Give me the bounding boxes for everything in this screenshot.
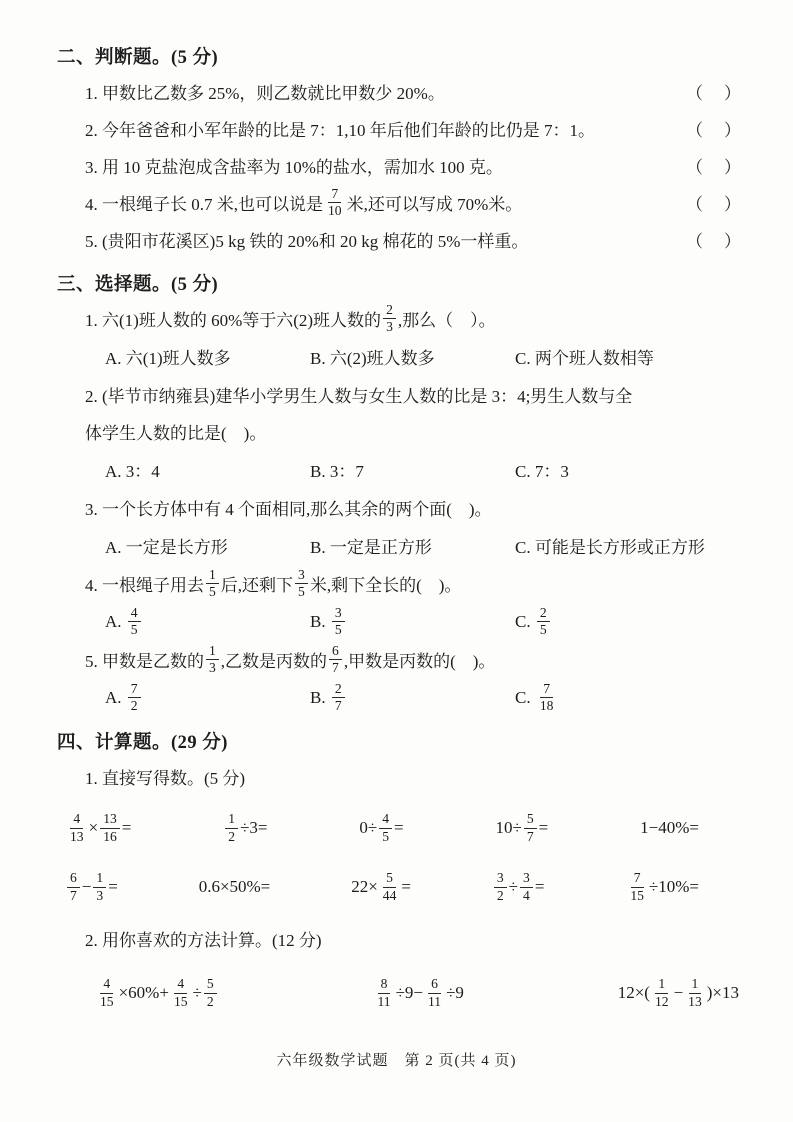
judge-question	[57, 111, 743, 146]
judge-question	[57, 222, 743, 257]
fraction-numerator: 5	[524, 811, 537, 828]
fraction-denominator: 3	[96, 887, 104, 903]
fraction	[537, 681, 557, 715]
fraction-numerator: 13	[100, 811, 120, 828]
exam-section	[57, 270, 743, 715]
fraction-numerator: 6	[67, 870, 80, 887]
text-segment: 12×(	[617, 983, 650, 1002]
fraction-denominator: 15	[173, 993, 188, 1009]
fraction	[425, 976, 444, 1010]
option	[515, 344, 743, 369]
expression	[199, 877, 271, 897]
fraction	[128, 681, 141, 715]
fraction-numerator: 5	[204, 976, 217, 993]
text-segment: =	[108, 877, 118, 896]
text-segment: B.	[310, 611, 330, 631]
text-segment: C.	[515, 687, 535, 707]
fraction	[97, 976, 117, 1010]
text-segment: 2. 用你喜欢的方法计算。(12 分)	[85, 931, 322, 950]
fraction-denominator: 12	[654, 993, 669, 1009]
fraction-numerator: 1	[225, 811, 238, 828]
fraction-numerator: 7	[540, 681, 553, 698]
fraction-denominator: 5	[130, 622, 138, 637]
fraction	[374, 976, 393, 1010]
judge-question	[57, 74, 743, 109]
text-segment: 22×	[351, 877, 378, 896]
question-text	[85, 153, 503, 178]
text-segment: 体学生人数的比是( )。	[85, 424, 267, 443]
expression	[359, 811, 403, 845]
fraction	[325, 186, 345, 220]
judge-question	[57, 185, 743, 220]
expression	[618, 976, 739, 1010]
text-segment: 0.6×50%=	[198, 877, 271, 896]
fraction-numerator: 1	[206, 643, 219, 660]
footer-text: 六年级数学试题 第 2 页(共 4 页)	[276, 1053, 517, 1069]
answer-bracket: （ ）	[686, 84, 743, 103]
question-line	[57, 759, 743, 794]
fraction-denominator: 5	[209, 584, 216, 599]
fraction-numerator: 6	[329, 643, 342, 660]
options-row	[57, 680, 743, 715]
text-segment: ÷9−	[395, 983, 423, 1002]
fraction	[652, 976, 672, 1010]
page-footer	[0, 1049, 793, 1070]
exam-content	[57, 43, 743, 1018]
fraction	[100, 811, 120, 845]
answer-bracket: （ ）	[686, 158, 743, 177]
question-line	[57, 642, 743, 677]
fraction-denominator: 4	[523, 887, 530, 903]
text-segment: 1−40%=	[640, 818, 699, 837]
text-segment: A. 3：4	[105, 462, 160, 481]
fraction-denominator: 15	[100, 993, 114, 1009]
fraction-numerator: 2	[537, 605, 550, 622]
text-segment: 0÷	[359, 818, 378, 837]
text-segment: B. 六(2)班人数多	[310, 349, 435, 368]
fraction	[128, 605, 141, 639]
option	[310, 681, 515, 715]
fraction-denominator: 15	[630, 887, 644, 903]
text-segment: −	[673, 983, 684, 1002]
fraction	[380, 870, 400, 904]
fraction-denominator: 3	[386, 319, 393, 334]
fraction-denominator: 5	[334, 622, 342, 637]
fraction	[93, 870, 106, 904]
text-segment: 后,还剩下	[220, 576, 294, 595]
fraction	[225, 811, 238, 845]
text-segment: B. 3：7	[310, 462, 364, 481]
fraction-numerator: 4	[128, 605, 141, 622]
text-segment: ×	[88, 818, 99, 837]
option	[515, 681, 743, 715]
fraction-denominator: 18	[539, 698, 554, 713]
text-segment: −	[81, 877, 92, 896]
fraction-numerator: 4	[379, 811, 392, 828]
fraction	[524, 811, 537, 845]
question-line	[57, 377, 743, 412]
text-segment: 3. 一个长方体中有 4 个面相同,那么其余的两个面( )。	[85, 500, 492, 519]
fraction-denominator: 44	[382, 887, 397, 903]
text-segment: A. 一定是长方形	[105, 538, 228, 557]
text-segment: =	[401, 877, 411, 896]
text-segment: C. 可能是长方形或正方形	[515, 538, 705, 557]
fraction-numerator: 7	[328, 186, 341, 203]
text-segment: ÷10%=	[648, 877, 699, 896]
text-segment: )×13	[706, 983, 739, 1002]
text-segment: A.	[105, 687, 126, 707]
expression	[372, 976, 463, 1010]
fraction-numerator: 3	[520, 870, 533, 887]
text-segment: 5. (贵阳市花溪区)5 kg 铁的 20%和 20 kg 棉花的 5%一样重。	[85, 232, 529, 251]
text-segment: C.	[515, 611, 535, 631]
question-text	[85, 227, 528, 252]
question-text	[85, 116, 595, 141]
expression	[492, 870, 545, 904]
option	[515, 605, 743, 639]
fraction-denominator: 11	[377, 993, 391, 1009]
fraction	[520, 870, 533, 904]
question-line	[57, 921, 743, 956]
fraction	[627, 870, 647, 904]
fraction-denominator: 7	[334, 698, 342, 713]
expression-row	[57, 803, 743, 853]
fraction-numerator: 4	[174, 976, 187, 993]
text-segment: =	[538, 818, 549, 837]
text-segment: B.	[310, 687, 330, 707]
expression	[223, 811, 267, 845]
text-segment: 2. (毕节市纳雍县)建华小学男生人数与女生人数的比是 3：4;男生人数与全	[85, 387, 633, 406]
expression-row	[57, 968, 743, 1018]
fraction-denominator: 16	[103, 828, 117, 844]
fraction	[537, 605, 550, 639]
text-segment: B. 一定是正方形	[310, 538, 432, 557]
fraction-denominator: 2	[130, 698, 138, 713]
text-segment: ,那么（ ）。	[397, 311, 496, 330]
option	[515, 457, 743, 482]
text-segment: =	[394, 818, 404, 837]
text-segment: 10÷	[495, 818, 522, 837]
fraction	[206, 567, 219, 601]
exam-section	[57, 728, 743, 1018]
fraction-numerator: 5	[383, 870, 396, 887]
fraction	[332, 681, 345, 715]
text-segment: 1. 六(1)班人数的 60%等于六(2)班人数的	[85, 311, 382, 330]
options-row	[57, 452, 743, 487]
options-row	[57, 528, 743, 563]
question-line	[57, 490, 743, 525]
text-segment: A.	[105, 611, 126, 631]
option	[310, 344, 515, 369]
fraction-numerator: 1	[689, 976, 702, 993]
question-line	[57, 566, 743, 601]
section-title: 三、选择题。(5 分)	[57, 275, 219, 295]
fraction	[685, 976, 705, 1010]
expression	[65, 811, 131, 845]
answer-bracket: （ ）	[686, 121, 743, 140]
text-segment: 3. 用 10 克盐泡成含盐率为 10%的盐水，需加水 100 克。	[85, 158, 503, 177]
fraction-numerator: 3	[494, 870, 507, 887]
fraction	[171, 976, 191, 1010]
expression	[351, 870, 411, 904]
fraction-denominator: 5	[382, 828, 390, 844]
fraction-numerator: 2	[383, 302, 396, 319]
text-segment: ,乙数是丙数的	[220, 652, 328, 671]
fraction-denominator: 5	[539, 622, 547, 637]
fraction-numerator: 1	[206, 567, 219, 584]
fraction-numerator: 3	[332, 605, 345, 622]
fraction-numerator: 6	[428, 976, 441, 993]
fraction-numerator: 1	[93, 870, 106, 887]
fraction-denominator: 13	[70, 828, 84, 844]
question-text	[85, 186, 522, 220]
fraction	[204, 976, 217, 1010]
fraction-numerator: 2	[332, 681, 345, 698]
fraction-numerator: 4	[70, 811, 83, 828]
fraction	[494, 870, 507, 904]
judge-question	[57, 148, 743, 183]
fraction-denominator: 2	[228, 828, 236, 844]
options-row	[57, 604, 743, 639]
fraction-denominator: 7	[70, 887, 77, 903]
option	[310, 533, 515, 558]
text-segment: ÷9	[446, 983, 464, 1002]
fraction-denominator: 7	[526, 828, 534, 844]
fraction-denominator: 11	[427, 993, 442, 1009]
text-segment: A. 六(1)班人数多	[105, 349, 231, 368]
fraction-denominator: 5	[298, 584, 305, 599]
fraction	[67, 811, 87, 845]
expression	[65, 870, 118, 904]
text-segment: 米,剩下全长的( )。	[309, 576, 462, 595]
text-segment: ,甲数是丙数的( )。	[343, 652, 496, 671]
section-title: 二、判断题。(5 分)	[57, 48, 219, 68]
fraction-denominator: 13	[688, 993, 702, 1009]
fraction	[332, 605, 345, 639]
option	[105, 681, 310, 715]
fraction-denominator: 7	[332, 660, 339, 675]
fraction-numerator: 7	[128, 681, 141, 698]
fraction	[206, 643, 219, 677]
section-title: 四、计算题。(29 分)	[57, 733, 228, 753]
text-segment: 米,还可以写成 70%米。	[346, 195, 523, 214]
text-segment: C. 两个班人数相等	[515, 349, 654, 368]
exam-section	[57, 43, 743, 257]
fraction	[329, 643, 342, 677]
text-segment: 2. 今年爸爸和小军年龄的比是 7：1,10 年后他们年龄的比仍是 7：1。	[85, 121, 595, 140]
text-segment: 4. 一根绳子用去	[85, 576, 204, 595]
answer-bracket: （ ）	[686, 195, 743, 214]
expression	[496, 811, 549, 845]
option	[515, 533, 743, 558]
fraction-numerator: 1	[655, 976, 668, 993]
option	[105, 533, 310, 558]
fraction-denominator: 10	[328, 203, 342, 218]
question-continuation	[57, 414, 743, 449]
text-segment: 4. 一根绳子长 0.7 米,也可以说是	[85, 195, 323, 214]
fraction	[379, 811, 392, 845]
text-segment: =	[121, 818, 132, 837]
fraction-numerator: 8	[378, 976, 391, 993]
text-segment: C. 7：3	[515, 462, 569, 481]
expression	[625, 870, 699, 904]
fraction-numerator: 7	[631, 870, 644, 887]
text-segment: 5. 甲数是乙数的	[85, 652, 204, 671]
option	[310, 457, 515, 482]
answer-bracket: （ ）	[686, 232, 743, 251]
text-segment: =	[534, 877, 545, 896]
fraction-denominator: 2	[206, 993, 214, 1009]
fraction-numerator: 3	[295, 567, 308, 584]
option	[105, 605, 310, 639]
question-line	[57, 301, 743, 336]
fraction	[295, 567, 308, 601]
expression-row	[57, 862, 743, 912]
text-segment: ×60%+	[118, 983, 169, 1002]
text-segment: ÷	[508, 877, 519, 896]
option	[105, 457, 310, 482]
fraction	[383, 302, 396, 336]
question-text	[85, 79, 445, 104]
expression	[640, 818, 699, 838]
fraction-denominator: 3	[209, 660, 216, 675]
text-segment: ÷	[192, 983, 202, 1002]
option	[310, 605, 515, 639]
text-segment: ÷3=	[240, 818, 268, 837]
expression	[95, 976, 219, 1010]
options-row	[57, 339, 743, 374]
text-segment: 1. 直接写得数。(5 分)	[85, 769, 246, 788]
fraction-denominator: 2	[496, 887, 504, 903]
fraction	[67, 870, 80, 904]
text-segment: 1. 甲数比乙数多 25%，则乙数就比甲数少 20%。	[85, 84, 445, 103]
option	[105, 344, 310, 369]
fraction-numerator: 4	[100, 976, 113, 993]
